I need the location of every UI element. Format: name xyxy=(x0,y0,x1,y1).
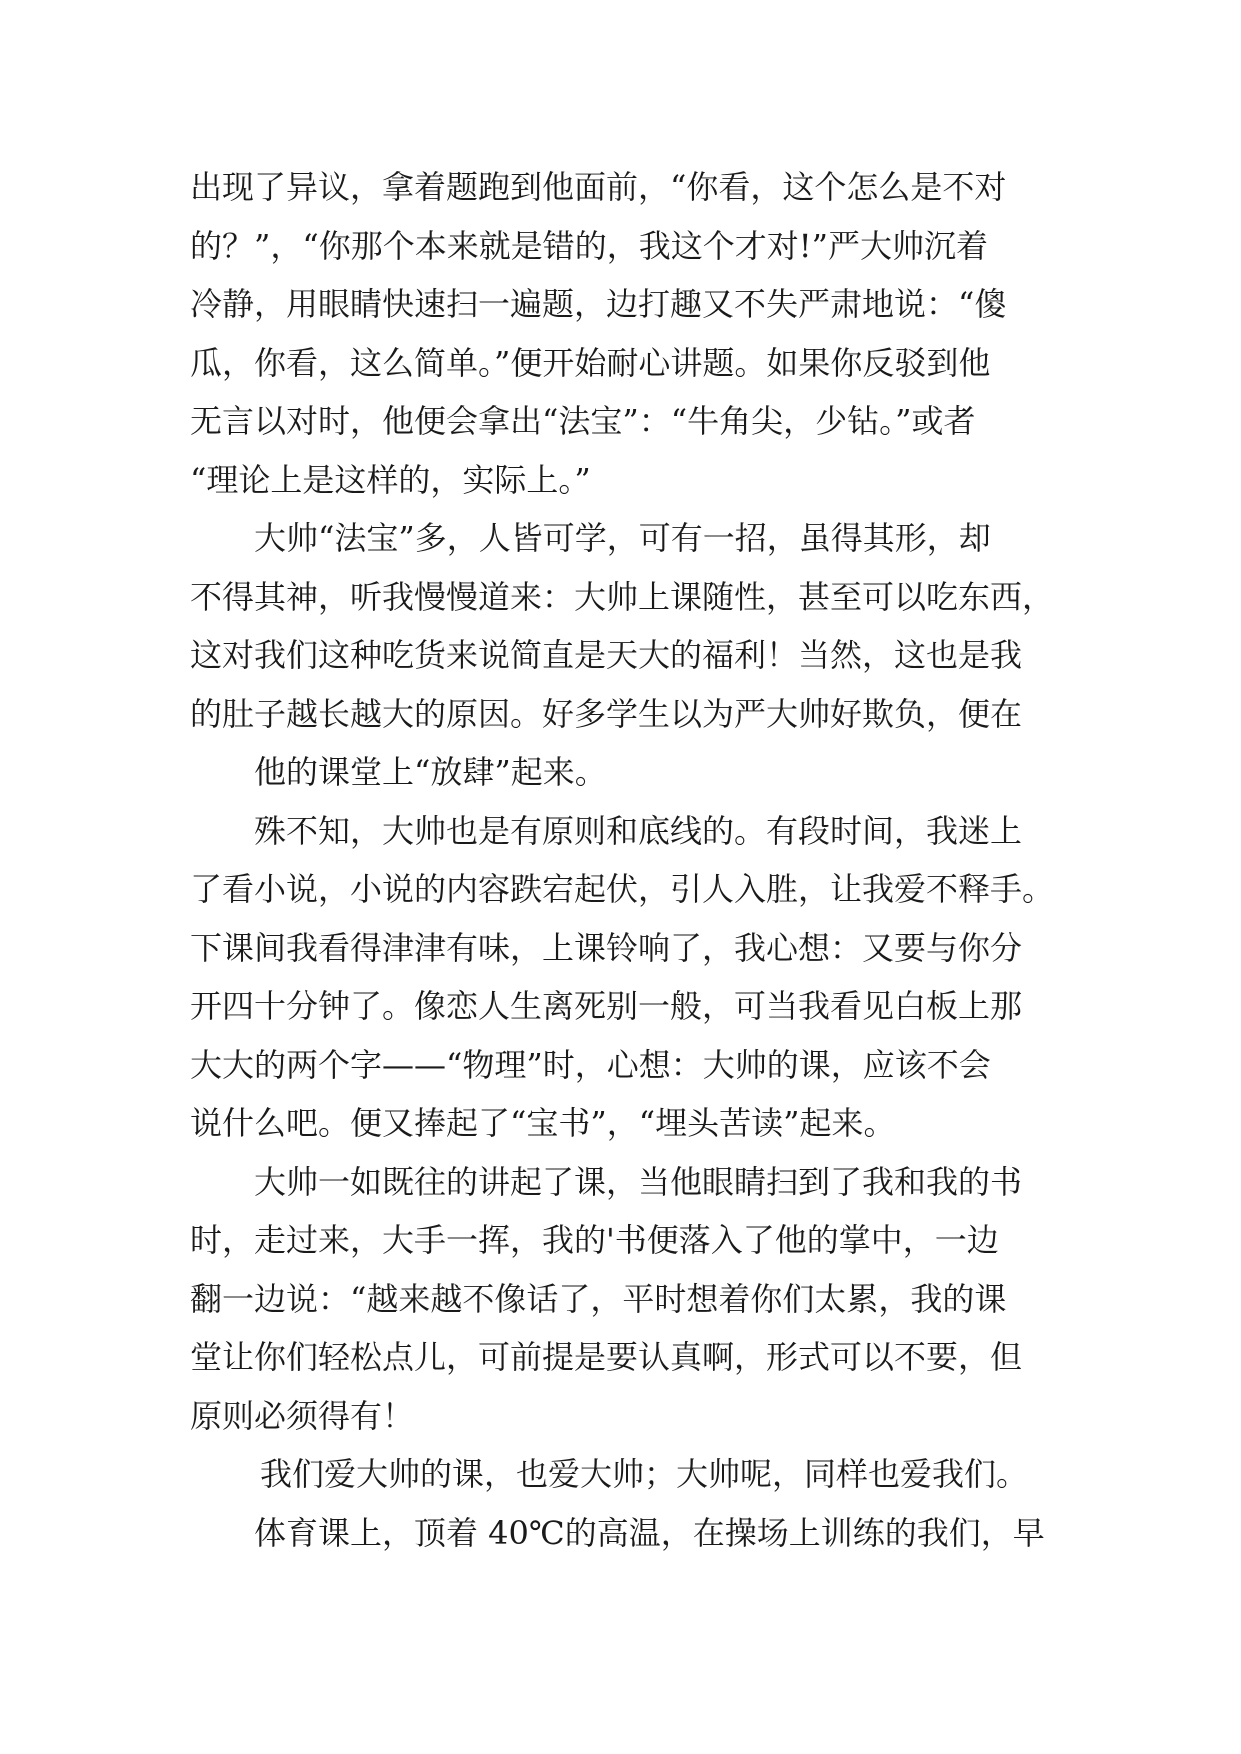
text-line: 大帅一如既往的讲起了课，当他眼睛扫到了我和我的书 xyxy=(254,1162,1023,1201)
text-line: 我们爱大帅的课，也爱大帅；大帅呢，同样也爱我们。 xyxy=(260,1455,1029,1493)
text-line: 堂让你们轻松点儿，可前提是要认真啊，形式可以不要，但 xyxy=(190,1338,1023,1376)
text-line: 冷静，用眼睛快速扫一遍题，边打趣又不失严肃地说：“傻 xyxy=(190,285,1007,323)
text-line: 出现了异议，拿着题跑到他面前，“你看，这个怎么是不对 xyxy=(190,168,1007,206)
text-line: 大大的两个字——“物理”时，心想：大帅的课，应该不会 xyxy=(190,1045,991,1084)
text-line: 不得其神，听我慢慢道来：大帅上课随性，甚至可以吃东西， xyxy=(190,577,1055,616)
text-line: 瓜，你看，这么简单。”便开始耐心讲题。如果你反驳到他 xyxy=(190,343,991,382)
text-line: 他的课堂上“放肆”起来。 xyxy=(254,753,607,791)
text-line: 大帅“法宝”多，人皆可学，可有一招，虽得其形，却 xyxy=(254,519,991,557)
text-line: 这对我们这种吃货来说简直是天大的福利！当然，这也是我 xyxy=(190,636,1023,674)
text-line: 时，走过来，大手一挥，我的'书便落入了他的掌中，一边 xyxy=(190,1221,999,1259)
text-line: 下课间我看得津津有味，上课铃响了，我心想：又要与你分 xyxy=(190,928,1023,967)
text-line: 开四十分钟了。像恋人生离死别一般，可当我看见白板上那 xyxy=(190,987,1023,1025)
text-line: 的？”，“你那个本来就是错的，我这个才对!”严大帅沉着 xyxy=(190,226,988,265)
text-line: 原则必须得有！ xyxy=(190,1396,415,1435)
text-line: “理论上是这样的，实际上。” xyxy=(190,460,591,499)
text-line: 了看小说，小说的内容跌宕起伏，引人入胜，让我爱不释手。 xyxy=(190,870,1055,908)
text-line: 无言以对时，他便会拿出“法宝”：“牛角尖，少钻。”或者 xyxy=(190,402,976,440)
text-line: 体育课上，顶着 40℃的高温，在操场上训练的我们，早 xyxy=(254,1513,1045,1552)
text-line: 的肚子越长越大的原因。好多学生以为严大帅好欺负，便在 xyxy=(190,694,1023,733)
text-line: 翻一边说：“越来越不像话了，平时想着你们太累，我的课 xyxy=(190,1279,1007,1318)
text-line: 说什么吧。便又捧起了“宝书”，“埋头苦读”起来。 xyxy=(190,1104,896,1142)
document-body xyxy=(190,158,1090,1562)
text-line: 殊不知，大帅也是有原则和底线的。有段时间，我迷上 xyxy=(254,811,1023,850)
